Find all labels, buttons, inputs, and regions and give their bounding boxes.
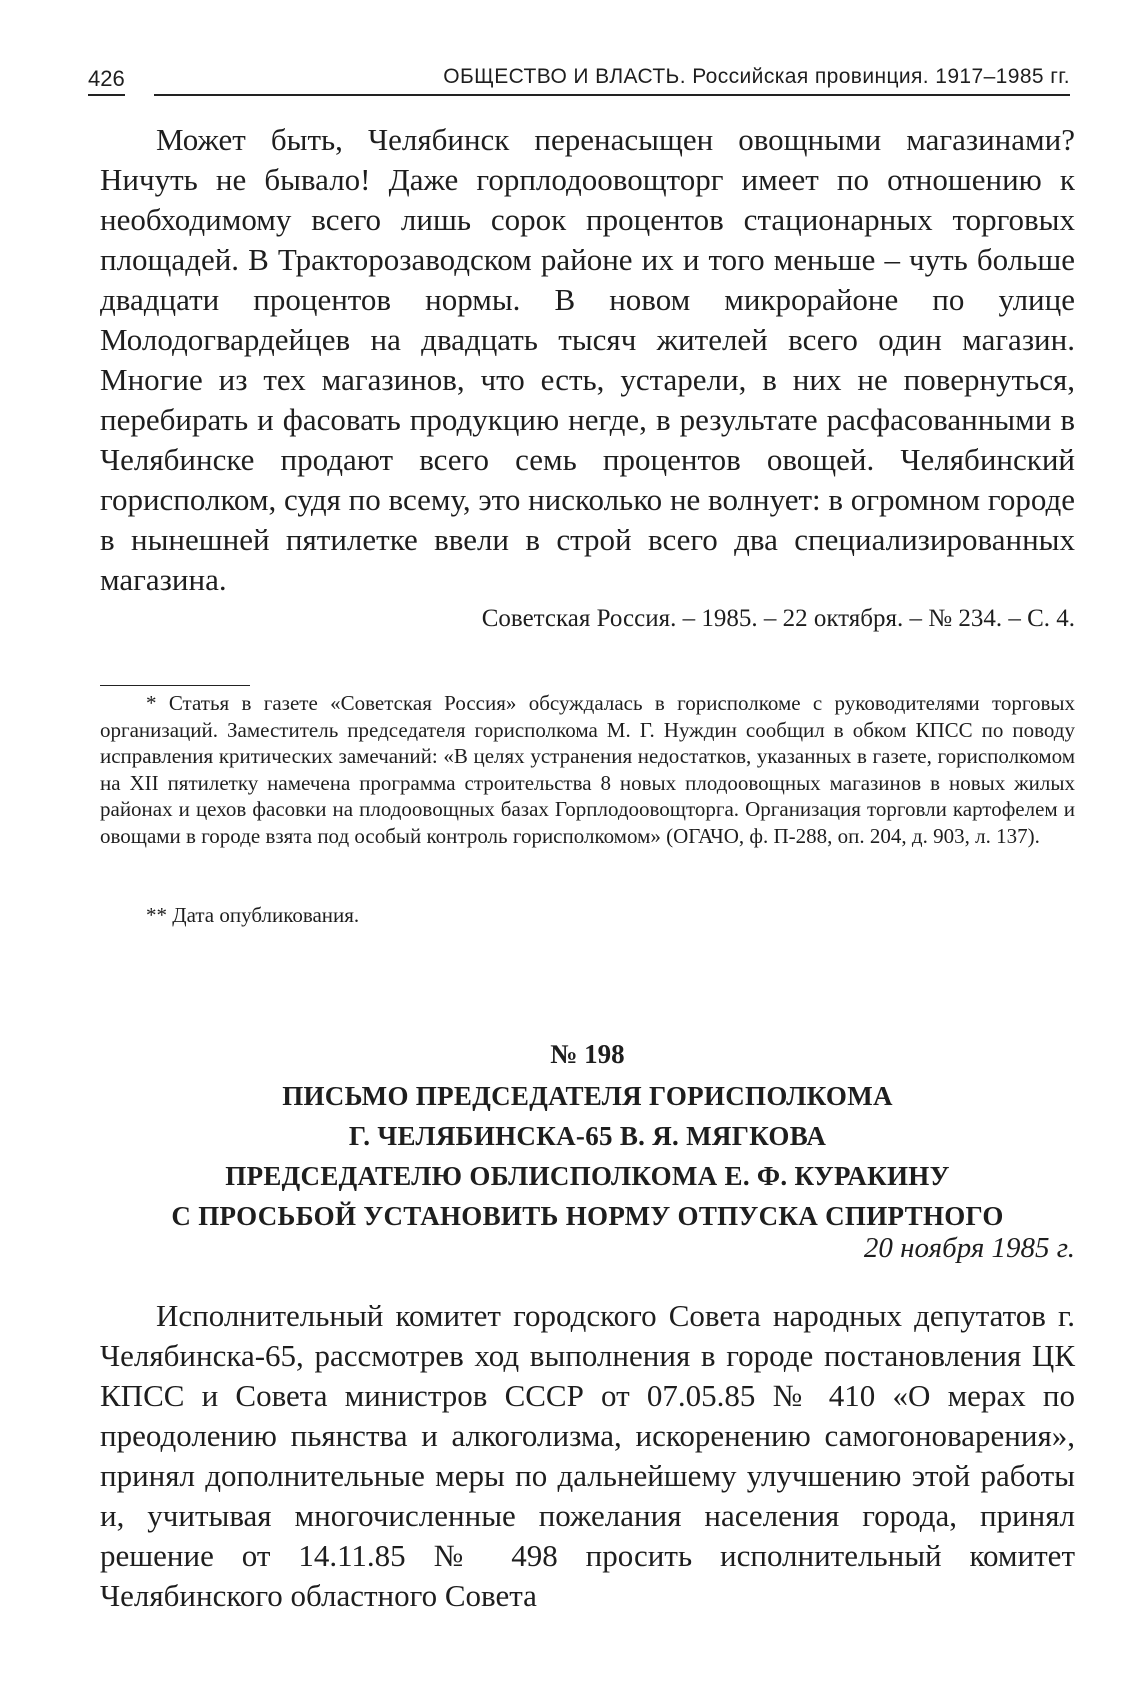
document-date: 20 ноября 1985 г. [863,1232,1075,1264]
page-number: 426 [88,66,125,96]
document-title [100,1076,1075,1236]
document-title-line: ПИСЬМО ПРЕДСЕДАТЕЛЯ ГОРИСПОЛКОМА [282,1081,893,1111]
running-title: ОБЩЕСТВО И ВЛАСТЬ. Российская провинция. 1917–1985 гг. [154,64,1070,96]
page-header [88,62,1070,102]
document-paragraph: Исполнительный комитет городского Совета народных депутатов г. Челябинска-65, рассмотрев ход выполнения в городе постановления ЦК КПСС и Совета министров СССР от 07.05.85 № 410 «О мерах по преодолению пьянства и алкоголизма, искоренению самогоноварения», принял дополнительные меры по дальнейшему улучшению этой работы и, учитывая многочисленные пожелания населения города, принял решение от 14.11.85 № 498 просить исполнительный комитет Челябинского областного Совета [100,1298,1075,1613]
document-number: № 198 [550,1039,625,1069]
document-title-line: Г. ЧЕЛЯБИНСКА-65 В. Я. МЯГКОВА [348,1121,827,1151]
document-title-line: С ПРОСЬБОЙ УСТАНОВИТЬ НОРМУ ОТПУСКА СПИРТНОГО [171,1201,1004,1231]
document-title-line: ПРЕДСЕДАТЕЛЮ ОБЛИСПОЛКОМА Е. Ф. КУРАКИНУ [225,1161,950,1191]
footnote-separator [100,685,250,686]
footnote-1: * Статья в газете «Советская Россия» обсуждалась в горисполкоме с руководителями торговых организаций. Заместитель председателя горисполкома М. Г. Нуждин сообщил в обком КПСС по поводу исправления критических замечаний: «В целях устранения недостатков, указанных в газете, горисполкомом на XII пятилетку намечена программа строительства 8 новых плодоовощных магазинов в новых жилых районах и цехов фасовки на плодоовощных базах Горплодоовощторга. Организация торговли картофелем и овощами в городе взята под особый контроль горисполкомом» (ОГАЧО, ф. П-288, оп. 204, д. 903, л. 137). [100,691,1075,848]
source-citation: Советская Россия. – 1985. – 22 октября. – № 234. – С. 4. [481,605,1075,632]
footnote-2: ** Дата опубликования. [146,903,360,927]
article-paragraph: Может быть, Челябинск перенасыщен овощными магазинами? Ничуть не бывало! Даже горплодоовощторг имеет по отношению к необходимому всего лишь сорок процентов стационарных торговых площадей. В Тракторозаводском районе их и того меньше – чуть больше двадцати процентов нормы. В новом микрорайоне по улице Молодогвардейцев на двадцать тысяч жителей всего один магазин. Многие из тех магазинов, что есть, устарели, в них не повернуться, перебирать и фасовать продукцию негде, в результате расфасованными в Челябинске продают всего семь процентов овощей. Челябинский горисполком, судя по всему, это нисколько не волнует: в огромном городе в нынешней пятилетке ввели в строй всего два специализированных магазина. [100,122,1075,597]
